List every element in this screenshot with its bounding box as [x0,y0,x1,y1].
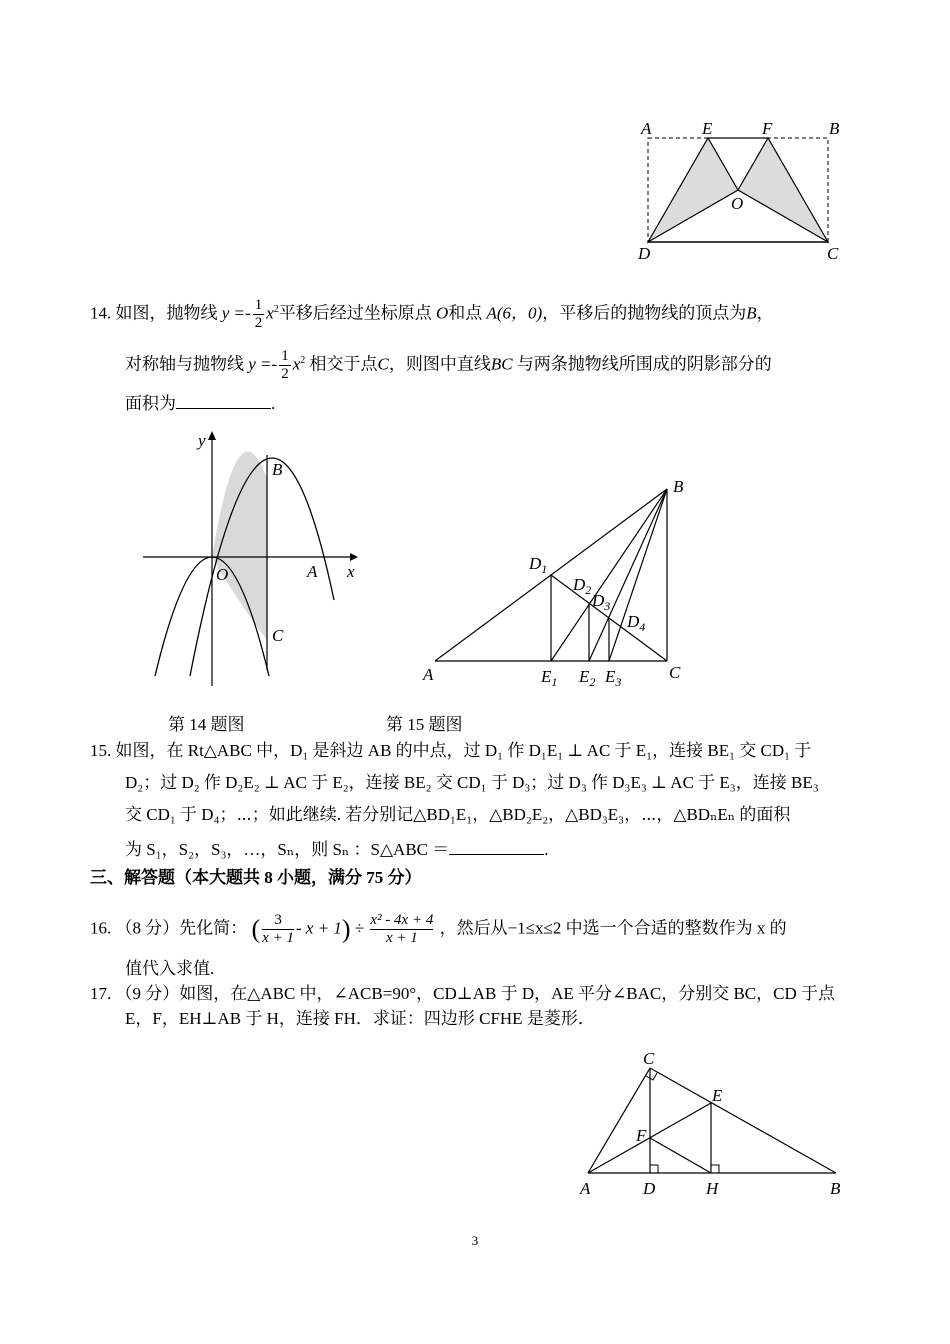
label-A: A [307,562,318,581]
q14-frac: $\frac{1}{2}$ [254,297,263,331]
right-angle-H [711,1165,719,1173]
label-D2: $D_2$ [573,575,592,597]
label-O: O [216,565,229,584]
caption-fig15: 第 15 题图 [386,715,463,734]
label-A: A [580,1179,591,1198]
label-C: C [669,663,681,682]
label-E2: $E_2$ [579,667,596,689]
label-E: E [712,1086,723,1105]
q17-line2: E，F，EH⊥AB 于 H，连接 FH．求证：四边形 CFHE 是菱形． [125,1009,595,1028]
answer-blank-q15[interactable] [449,836,544,855]
label-B: B [830,1179,841,1198]
label-D1: $D_1$ [529,554,548,576]
q15-line4: 为 S₁，S₂，S₃，…，Sₙ，则 Sₙ ：S△ABC ＝ . [125,836,905,862]
q15-line3: 交 CD₁ 于 D₄；⋯；如此继续. 若分别记△BD₁E₁，△BD₂E₂，△BD₃E₃，⋯，△BDₙEₙ 的面积 [125,805,791,824]
label-F: F [636,1126,647,1145]
label-H: H [706,1179,719,1198]
label-B: B [272,460,283,479]
label-y: y [198,431,206,450]
shaded-right [738,138,828,242]
answer-blank-q14[interactable] [176,390,271,409]
label-E3: $E_3$ [605,667,622,689]
caption-fig14: 第 14 题图 [168,715,245,734]
label-D4: $D_4$ [627,612,646,634]
q15-line2: D₂；过 D₂ 作 D₂E₂ ⊥ AC 于 E₂，连接 BE₂ 交 CD₁ 于 D₃；过 D₃ 作 D₃E₃ ⊥ AC 于 E₃，连接 BE₃ [125,773,819,792]
q15-line1: 15. 如图，在 Rt△ABC 中，D₁ 是斜边 AB 的中点，过 D₁ 作 D₁E₁ ⊥ AC 于 E₁，连接 BE₁ 交 CD₁ 于 [90,741,812,760]
label-x: x [347,562,355,581]
q16-line2: 值代入求值. [125,959,215,978]
section-heading: 三、解答题（本大题共 8 小题，满分 75 分） [90,868,422,887]
label-A: A [641,119,652,138]
figure-q13 [630,112,850,267]
label-C: C [272,626,284,645]
q14-line3: 面积为 . [125,390,905,416]
shaded-left [648,138,738,242]
label-D3: $D_3$ [592,591,611,613]
q14-line1: 14. 如图，抛物线 y =- $\frac{1}{2}$ $x^2$平移后经过坐标原点 O和点 A(6，0)，平移后的抛物线的顶点为B， [90,297,774,331]
label-D: D [638,244,651,263]
right-angle-D [650,1165,658,1173]
label-E1: $E_1$ [541,667,558,689]
figure-q15 [415,472,700,692]
figure-q17 [575,1040,850,1200]
q14-line2: 对称轴与抛物线 y =- $\frac{1}{2}$ $x^2$ 相交于点C，则图中直线BC 与两条抛物线所围成的阴影部分的 [125,348,772,382]
label-F: F [762,119,773,138]
label-D: D [643,1179,656,1198]
label-E: E [702,119,713,138]
q16-line1: 16. （8 分）先化简： ( $\frac{3}{x + 1} - x + 1$) ÷ $\frac{\text{x² - 4x + 4}}{x + 1}$ ，然后从−1≤x≤2 中选一个合适的整数作为 x 的 [90,912,787,946]
label-C: C [643,1049,655,1068]
page-number: 3 [471,1233,479,1248]
label-A: A [423,665,434,684]
label-C: C [827,244,839,263]
label-B: B [829,119,840,138]
right-angle-C [646,1073,657,1080]
figure-q14 [135,425,370,695]
q17-line1: 17. （9 分）如图，在△ABC 中，∠ACB=90°，CD⊥AB 于 D，AE 平分∠BAC，分别交 BC，CD 于点 [90,984,836,1003]
label-O: O [731,194,744,213]
label-B: B [673,477,684,496]
